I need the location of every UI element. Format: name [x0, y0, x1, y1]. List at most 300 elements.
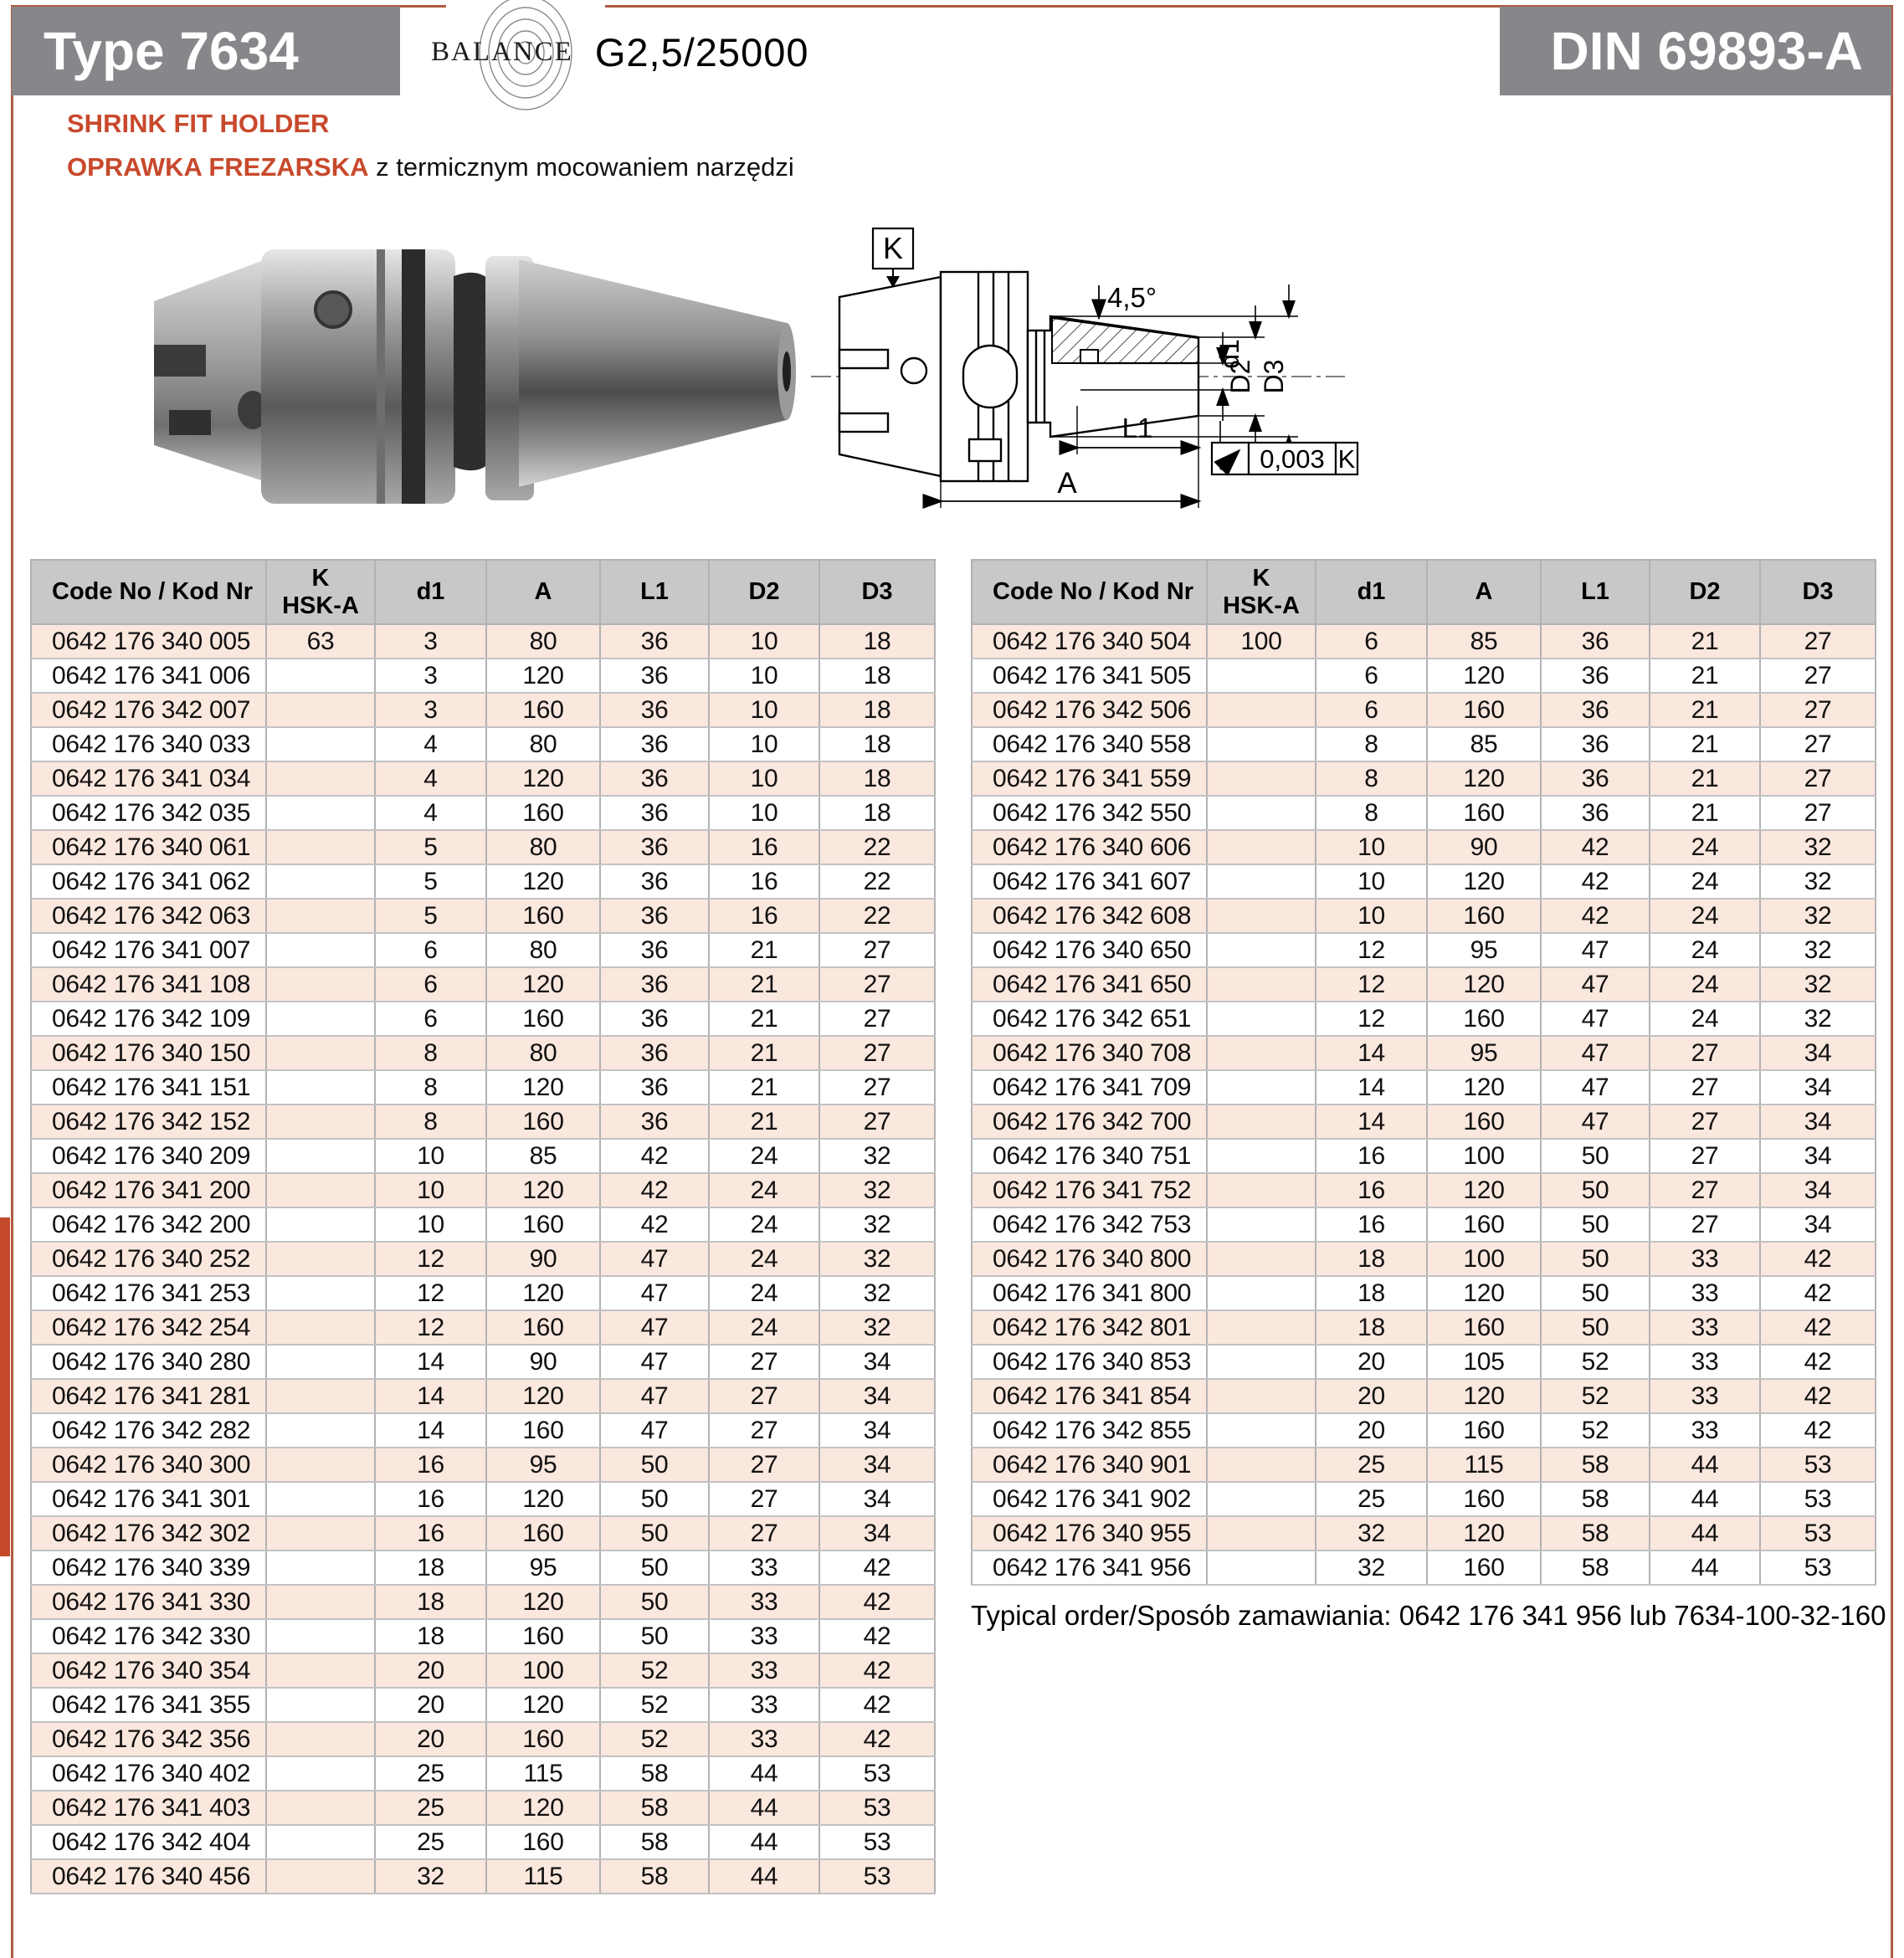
page-border-left: [11, 5, 13, 1958]
code-cell: 0642 176 340 504: [972, 624, 1207, 659]
value-cell: 34: [1760, 1139, 1876, 1173]
value-cell: 34: [819, 1482, 935, 1516]
value-cell: [266, 1070, 375, 1105]
value-cell: [1207, 864, 1316, 899]
code-cell: 0642 176 341 403: [31, 1791, 266, 1825]
code-cell: 0642 176 340 708: [972, 1036, 1207, 1070]
typical-order-note: Typical order/Sposób zamawiania: 0642 176 341 956 lub 7634-100-32-160: [971, 1600, 1886, 1631]
value-cell: 21: [709, 1070, 819, 1105]
value-cell: 36: [600, 933, 709, 967]
table-header-row: [972, 560, 1876, 624]
value-cell: 42: [819, 1722, 935, 1756]
value-cell: 47: [600, 1310, 709, 1345]
dim-a-label: A: [1057, 467, 1077, 500]
value-cell: 160: [486, 1722, 600, 1756]
table-row: [31, 1516, 935, 1551]
code-cell: 0642 176 340 005: [31, 624, 266, 659]
technical-drawing: [799, 205, 1360, 544]
value-cell: 90: [486, 1345, 600, 1379]
table-row: [31, 1105, 935, 1139]
value-cell: 27: [1760, 761, 1876, 796]
value-cell: [266, 1310, 375, 1345]
table-row: [972, 1036, 1876, 1070]
value-cell: 50: [1541, 1173, 1650, 1207]
value-cell: 50: [1541, 1207, 1650, 1242]
value-cell: 53: [819, 1825, 935, 1859]
value-cell: 36: [600, 830, 709, 864]
value-cell: [266, 967, 375, 1002]
value-cell: 27: [709, 1516, 819, 1551]
value-cell: 18: [1316, 1276, 1427, 1310]
value-cell: 33: [1650, 1345, 1760, 1379]
value-cell: 27: [709, 1482, 819, 1516]
value-cell: 63: [266, 624, 375, 659]
value-cell: [266, 1379, 375, 1413]
value-cell: 33: [1650, 1276, 1760, 1310]
value-cell: 8: [1316, 796, 1427, 830]
table-row: [31, 1825, 935, 1859]
value-cell: [1207, 1105, 1316, 1139]
code-cell: 0642 176 340 033: [31, 727, 266, 761]
value-cell: 12: [375, 1310, 486, 1345]
value-cell: [1207, 1139, 1316, 1173]
value-cell: 160: [486, 1619, 600, 1653]
table-row: [972, 761, 1876, 796]
value-cell: 42: [1541, 864, 1650, 899]
value-cell: 21: [1650, 659, 1760, 693]
value-cell: 42: [819, 1585, 935, 1619]
code-cell: 0642 176 342 063: [31, 899, 266, 933]
value-cell: 5: [375, 899, 486, 933]
value-cell: 3: [375, 659, 486, 693]
value-cell: 27: [819, 967, 935, 1002]
code-cell: 0642 176 341 253: [31, 1276, 266, 1310]
value-cell: 36: [600, 1036, 709, 1070]
column-header: D2: [709, 560, 819, 624]
value-cell: 34: [1760, 1105, 1876, 1139]
value-cell: [1207, 1070, 1316, 1105]
value-cell: 120: [1427, 1516, 1541, 1551]
product-title-pl-bold: OPRAWKA FREZARSKA: [67, 152, 369, 182]
table-row: [31, 1413, 935, 1448]
value-cell: [1207, 727, 1316, 761]
code-cell: 0642 176 341 650: [972, 967, 1207, 1002]
code-cell: 0642 176 342 801: [972, 1310, 1207, 1345]
value-cell: 58: [1541, 1482, 1650, 1516]
value-cell: [1207, 1516, 1316, 1551]
code-cell: 0642 176 340 354: [31, 1653, 266, 1688]
code-cell: 0642 176 341 559: [972, 761, 1207, 796]
value-cell: 120: [1427, 1276, 1541, 1310]
column-header: D3: [1760, 560, 1876, 624]
angle-label: 4,5°: [1107, 282, 1157, 313]
value-cell: 44: [709, 1825, 819, 1859]
page-edge-marker: [0, 1217, 10, 1556]
value-cell: 58: [600, 1825, 709, 1859]
table-row: [31, 1345, 935, 1379]
value-cell: 33: [1650, 1310, 1760, 1345]
value-cell: 20: [1316, 1413, 1427, 1448]
value-cell: 120: [486, 1585, 600, 1619]
value-cell: 50: [1541, 1242, 1650, 1276]
code-cell: 0642 176 342 404: [31, 1825, 266, 1859]
code-cell: 0642 176 340 280: [31, 1345, 266, 1379]
dim-d2-label: D2: [1225, 359, 1255, 394]
value-cell: 120: [486, 1791, 600, 1825]
value-cell: 18: [819, 693, 935, 727]
column-header: K HSK-A: [266, 560, 375, 624]
value-cell: 18: [375, 1619, 486, 1653]
value-cell: [266, 1825, 375, 1859]
value-cell: 95: [486, 1448, 600, 1482]
value-cell: 27: [819, 1070, 935, 1105]
value-cell: 25: [1316, 1448, 1427, 1482]
value-cell: 160: [1427, 1482, 1541, 1516]
value-cell: 42: [1760, 1345, 1876, 1379]
value-cell: 36: [600, 693, 709, 727]
value-cell: 6: [1316, 693, 1427, 727]
value-cell: 27: [819, 1036, 935, 1070]
code-cell: 0642 176 342 330: [31, 1619, 266, 1653]
value-cell: 6: [375, 1002, 486, 1036]
table-row: [31, 1756, 935, 1791]
value-cell: [266, 761, 375, 796]
value-cell: 160: [486, 1825, 600, 1859]
value-cell: 80: [486, 624, 600, 659]
value-cell: 32: [1760, 899, 1876, 933]
dimension-table-left: [30, 559, 936, 1894]
code-cell: 0642 176 341 752: [972, 1173, 1207, 1207]
value-cell: 36: [600, 899, 709, 933]
value-cell: 3: [375, 624, 486, 659]
value-cell: 21: [709, 1036, 819, 1070]
value-cell: 10: [1316, 864, 1427, 899]
dimension-table-right: [971, 559, 1876, 1586]
code-cell: 0642 176 340 853: [972, 1345, 1207, 1379]
value-cell: 58: [600, 1791, 709, 1825]
value-cell: 36: [600, 796, 709, 830]
table-row: [31, 693, 935, 727]
value-cell: 36: [600, 967, 709, 1002]
photo-flange: [261, 249, 455, 504]
value-cell: 120: [486, 1173, 600, 1207]
table-row: [31, 1448, 935, 1482]
value-cell: 4: [375, 796, 486, 830]
value-cell: 36: [1541, 761, 1650, 796]
value-cell: 12: [375, 1242, 486, 1276]
value-cell: 20: [1316, 1345, 1427, 1379]
value-cell: 160: [1427, 1002, 1541, 1036]
value-cell: 120: [486, 761, 600, 796]
table-row: [972, 1105, 1876, 1139]
value-cell: 16: [709, 899, 819, 933]
table-row: [31, 1722, 935, 1756]
value-cell: 47: [1541, 1070, 1650, 1105]
value-cell: 12: [375, 1276, 486, 1310]
value-cell: 33: [709, 1688, 819, 1722]
table-row: [972, 1345, 1876, 1379]
column-header: d1: [375, 560, 486, 624]
table-row: [972, 933, 1876, 967]
value-cell: 8: [375, 1070, 486, 1105]
value-cell: 53: [819, 1859, 935, 1894]
value-cell: 115: [486, 1756, 600, 1791]
value-cell: 24: [1650, 899, 1760, 933]
value-cell: [1207, 693, 1316, 727]
value-cell: 36: [600, 761, 709, 796]
value-cell: 27: [1650, 1105, 1760, 1139]
code-cell: 0642 176 340 800: [972, 1242, 1207, 1276]
value-cell: 120: [1427, 659, 1541, 693]
value-cell: [1207, 1173, 1316, 1207]
table-row: [972, 1002, 1876, 1036]
table-row: [972, 967, 1876, 1002]
value-cell: 32: [1316, 1516, 1427, 1551]
value-cell: 27: [819, 1002, 935, 1036]
value-cell: 33: [709, 1619, 819, 1653]
value-cell: [266, 1619, 375, 1653]
table-row: [31, 1379, 935, 1413]
value-cell: 160: [486, 1207, 600, 1242]
value-cell: 21: [709, 967, 819, 1002]
value-cell: [1207, 1413, 1316, 1448]
value-cell: 8: [1316, 761, 1427, 796]
value-cell: 47: [1541, 967, 1650, 1002]
value-cell: 24: [709, 1242, 819, 1276]
value-cell: 160: [1427, 1413, 1541, 1448]
photo-taper-body: [519, 259, 787, 487]
value-cell: 33: [709, 1585, 819, 1619]
code-cell: 0642 176 341 330: [31, 1585, 266, 1619]
value-cell: 52: [1541, 1379, 1650, 1413]
value-cell: 160: [1427, 796, 1541, 830]
value-cell: 95: [486, 1551, 600, 1585]
value-cell: 58: [1541, 1516, 1650, 1551]
value-cell: 47: [600, 1379, 709, 1413]
value-cell: [266, 1036, 375, 1070]
value-cell: 24: [1650, 933, 1760, 967]
value-cell: 44: [709, 1859, 819, 1894]
table-row: [31, 1276, 935, 1310]
value-cell: 80: [486, 727, 600, 761]
value-cell: 120: [1427, 1173, 1541, 1207]
dim-l1-label: L1: [1121, 413, 1153, 443]
value-cell: [1207, 1551, 1316, 1585]
code-cell: 0642 176 342 302: [31, 1516, 266, 1551]
value-cell: 10: [709, 659, 819, 693]
value-cell: 100: [1427, 1139, 1541, 1173]
value-cell: 21: [709, 1002, 819, 1036]
table-row: [972, 796, 1876, 830]
code-cell: 0642 176 340 209: [31, 1139, 266, 1173]
column-header: Code No / Kod Nr: [972, 560, 1207, 624]
value-cell: 160: [486, 899, 600, 933]
table-row: [31, 1619, 935, 1653]
code-cell: 0642 176 340 252: [31, 1242, 266, 1276]
code-cell: 0642 176 340 606: [972, 830, 1207, 864]
value-cell: 47: [600, 1242, 709, 1276]
value-cell: 10: [709, 761, 819, 796]
value-cell: 25: [1316, 1482, 1427, 1516]
value-cell: 32: [819, 1310, 935, 1345]
column-header: d1: [1316, 560, 1427, 624]
value-cell: 5: [375, 864, 486, 899]
value-cell: 6: [1316, 624, 1427, 659]
value-cell: 47: [1541, 1036, 1650, 1070]
value-cell: 27: [709, 1379, 819, 1413]
code-cell: 0642 176 341 062: [31, 864, 266, 899]
value-cell: 44: [709, 1756, 819, 1791]
table-row: [972, 864, 1876, 899]
table-row: [972, 624, 1876, 659]
column-header: A: [486, 560, 600, 624]
value-cell: 16: [375, 1448, 486, 1482]
column-header: A: [1427, 560, 1541, 624]
value-cell: [1207, 1276, 1316, 1310]
table-row: [972, 830, 1876, 864]
value-cell: 32: [819, 1173, 935, 1207]
value-cell: 18: [1316, 1310, 1427, 1345]
value-cell: 33: [1650, 1242, 1760, 1276]
code-cell: 0642 176 341 108: [31, 967, 266, 1002]
table-row: [31, 1653, 935, 1688]
code-cell: 0642 176 341 200: [31, 1173, 266, 1207]
value-cell: [266, 1516, 375, 1551]
type-header: Type 7634: [12, 7, 400, 95]
value-cell: 24: [1650, 967, 1760, 1002]
value-cell: 18: [819, 624, 935, 659]
value-cell: 47: [600, 1413, 709, 1448]
value-cell: 8: [375, 1105, 486, 1139]
value-cell: 32: [819, 1207, 935, 1242]
value-cell: 58: [600, 1756, 709, 1791]
value-cell: 50: [1541, 1310, 1650, 1345]
value-cell: 53: [1760, 1482, 1876, 1516]
value-cell: 24: [709, 1276, 819, 1310]
value-cell: 160: [1427, 693, 1541, 727]
value-cell: 24: [1650, 864, 1760, 899]
value-cell: 44: [1650, 1516, 1760, 1551]
code-cell: 0642 176 340 402: [31, 1756, 266, 1791]
table-row: [31, 727, 935, 761]
value-cell: [1207, 1310, 1316, 1345]
value-cell: 25: [375, 1756, 486, 1791]
value-cell: [266, 1139, 375, 1173]
table-row: [972, 693, 1876, 727]
code-cell: 0642 176 342 007: [31, 693, 266, 727]
value-cell: 25: [375, 1825, 486, 1859]
value-cell: [266, 1105, 375, 1139]
code-cell: 0642 176 341 709: [972, 1070, 1207, 1105]
value-cell: [1207, 761, 1316, 796]
value-cell: 53: [819, 1756, 935, 1791]
value-cell: 21: [1650, 761, 1760, 796]
value-cell: 120: [1427, 1379, 1541, 1413]
value-cell: 80: [486, 830, 600, 864]
value-cell: 36: [600, 864, 709, 899]
code-cell: 0642 176 341 034: [31, 761, 266, 796]
value-cell: 20: [375, 1653, 486, 1688]
table-row: [31, 1207, 935, 1242]
value-cell: 12: [1316, 1002, 1427, 1036]
code-cell: 0642 176 340 558: [972, 727, 1207, 761]
value-cell: 14: [375, 1413, 486, 1448]
value-cell: 160: [1427, 1310, 1541, 1345]
code-cell: 0642 176 341 854: [972, 1379, 1207, 1413]
code-cell: 0642 176 340 339: [31, 1551, 266, 1585]
code-cell: 0642 176 340 650: [972, 933, 1207, 967]
value-cell: 53: [819, 1791, 935, 1825]
value-cell: 33: [709, 1551, 819, 1585]
value-cell: 160: [486, 1002, 600, 1036]
column-header: L1: [1541, 560, 1650, 624]
value-cell: 42: [1760, 1413, 1876, 1448]
code-cell: 0642 176 342 035: [31, 796, 266, 830]
value-cell: 22: [819, 830, 935, 864]
value-cell: 120: [486, 967, 600, 1002]
value-cell: 47: [1541, 933, 1650, 967]
code-cell: 0642 176 342 550: [972, 796, 1207, 830]
value-cell: 58: [1541, 1551, 1650, 1585]
table-row: [31, 967, 935, 1002]
tolerance-datum: K: [1337, 444, 1356, 474]
value-cell: [266, 796, 375, 830]
value-cell: [1207, 1482, 1316, 1516]
din-standard-header: DIN 69893-A: [1500, 7, 1891, 95]
value-cell: 160: [486, 693, 600, 727]
value-cell: 95: [1427, 1036, 1541, 1070]
value-cell: 42: [600, 1139, 709, 1173]
value-cell: 32: [1760, 830, 1876, 864]
value-cell: 105: [1427, 1345, 1541, 1379]
value-cell: 160: [486, 1105, 600, 1139]
value-cell: 80: [486, 1036, 600, 1070]
code-cell: 0642 176 342 109: [31, 1002, 266, 1036]
value-cell: 12: [1316, 967, 1427, 1002]
value-cell: 10: [375, 1173, 486, 1207]
table-row: [972, 1310, 1876, 1345]
value-cell: 14: [375, 1345, 486, 1379]
code-cell: 0642 176 341 607: [972, 864, 1207, 899]
value-cell: 115: [486, 1859, 600, 1894]
code-cell: 0642 176 341 301: [31, 1482, 266, 1516]
value-cell: 44: [1650, 1482, 1760, 1516]
value-cell: 32: [819, 1276, 935, 1310]
table-row: [31, 864, 935, 899]
code-cell: 0642 176 341 281: [31, 1379, 266, 1413]
value-cell: 16: [375, 1516, 486, 1551]
code-cell: 0642 176 342 200: [31, 1207, 266, 1242]
value-cell: 34: [1760, 1036, 1876, 1070]
value-cell: 32: [1316, 1551, 1427, 1585]
value-cell: 36: [600, 1105, 709, 1139]
value-cell: [266, 1002, 375, 1036]
value-cell: [1207, 1379, 1316, 1413]
value-cell: 24: [709, 1139, 819, 1173]
value-cell: 160: [486, 796, 600, 830]
value-cell: 34: [819, 1345, 935, 1379]
table-row: [972, 899, 1876, 933]
code-cell: 0642 176 341 006: [31, 659, 266, 693]
table-row: [31, 1070, 935, 1105]
value-cell: 27: [709, 1345, 819, 1379]
table-row: [31, 1242, 935, 1276]
value-cell: 42: [819, 1688, 935, 1722]
value-cell: 18: [375, 1585, 486, 1619]
column-header: L1: [600, 560, 709, 624]
code-cell: 0642 176 340 751: [972, 1139, 1207, 1173]
product-title-en: SHRINK FIT HOLDER: [67, 109, 330, 138]
